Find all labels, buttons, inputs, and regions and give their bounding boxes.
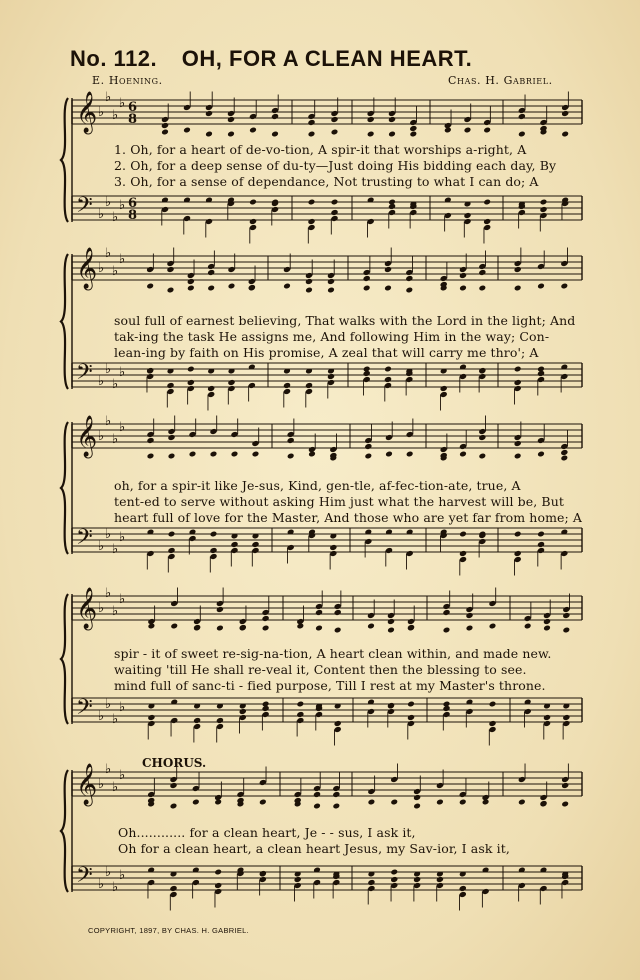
lyric-line: 3. Oh, for a sense of dependance, Not trusting to what I can do; A [114, 174, 539, 189]
note-head [313, 803, 321, 810]
author-credit: E. Hoening. [92, 74, 163, 87]
flat-icon: ♭ [98, 601, 105, 616]
note-head [413, 794, 421, 801]
bass-staff [72, 863, 582, 911]
note-head [294, 876, 302, 883]
flat-icon: ♭ [105, 362, 112, 377]
flat-icon: ♭ [119, 592, 126, 607]
flat-icon: ♭ [98, 207, 105, 222]
bass-clef-icon: 𝄢 [76, 360, 93, 390]
lyric-line: waiting 'till He shall re-veal it, Content then the blessing to see. [114, 662, 527, 677]
flat-icon: ♭ [112, 108, 119, 123]
flat-icon: ♭ [105, 195, 112, 210]
time-signature-top: 6 [128, 196, 138, 211]
hymn-number: No. 112. [70, 46, 158, 71]
flat-icon: ♭ [105, 865, 112, 880]
note-head [390, 799, 398, 806]
lyric-line: soul full of earnest believing, That walks with the Lord in the light; And [114, 313, 576, 328]
note-head [561, 782, 569, 789]
time-signature-top: 6 [128, 100, 138, 115]
bass-clef-icon: 𝄢 [76, 193, 93, 223]
chorus-label: CHORUS. [142, 756, 207, 770]
flat-icon: ♭ [119, 96, 126, 111]
note-head [390, 869, 398, 876]
lyric-line: Oh............ for a clean heart, Je - - sus, I ask it, [118, 825, 416, 840]
flat-icon: ♭ [119, 768, 126, 783]
note-head [390, 876, 398, 883]
note-head [214, 869, 222, 876]
flat-icon: ♭ [112, 542, 119, 557]
note-head [214, 799, 222, 806]
note-head [459, 799, 467, 806]
note-head [413, 803, 421, 810]
note-head [332, 791, 340, 798]
treble-clef-icon: 𝄞 [76, 764, 98, 805]
note-head [169, 885, 177, 892]
note-head [436, 799, 444, 806]
flat-icon: ♭ [98, 429, 105, 444]
lyric-line: lean-ing by faith on His promise, A zeal that will carry me thro'; A [114, 345, 539, 360]
flat-icon: ♭ [119, 868, 126, 883]
treble-clef-icon: 𝄞 [76, 416, 98, 457]
lyric-line: tak-ing the task He assigns me, And following Him in the way; Con- [114, 329, 550, 344]
flat-icon: ♭ [119, 420, 126, 435]
lyric-line: spir - it of sweet re-sig-na-tion, A heart clean within, and made new. [114, 646, 552, 661]
flat-icon: ♭ [105, 527, 112, 542]
hymn-title: OH, FOR A CLEAN HEART. [181, 46, 473, 71]
flat-icon: ♭ [105, 697, 112, 712]
note-head [413, 876, 421, 883]
time-signature-bottom: 8 [128, 208, 138, 223]
note-head [482, 799, 490, 806]
flat-icon: ♭ [112, 432, 119, 447]
flat-icon: ♭ [119, 530, 126, 545]
bass-clef-icon: 𝄢 [76, 863, 93, 893]
note-head [313, 791, 321, 798]
flat-icon: ♭ [119, 365, 126, 380]
flat-icon: ♭ [105, 586, 112, 601]
system-brace [61, 770, 68, 892]
flat-icon: ♭ [119, 198, 126, 213]
lyric-line: heart full of love for the Master, And those who are yet far from home; A [114, 510, 583, 525]
flat-icon: ♭ [112, 210, 119, 225]
time-signature-bottom: 8 [128, 112, 138, 127]
flat-icon: ♭ [119, 252, 126, 267]
lyric-line: Oh for a clean heart, a clean heart Jesus, my Sav-ior, I ask it, [118, 841, 510, 856]
flat-icon: ♭ [105, 762, 112, 777]
flat-icon: ♭ [105, 90, 112, 105]
flat-icon: ♭ [112, 880, 119, 895]
lyric-line: 2. Oh, for a deep sense of du-ty—Just doing His bidding each day, By [114, 158, 557, 173]
note-head [459, 885, 467, 892]
note-head [169, 782, 177, 789]
note-head [436, 876, 444, 883]
composer-credit: Chas. H. Gabriel. [448, 74, 553, 87]
copyright-notice: COPYRIGHT, 1897, BY CHAS. H. GABRIEL. [88, 926, 250, 935]
treble-clef-icon: 𝄞 [76, 248, 98, 289]
note-head [259, 799, 267, 806]
flat-icon: ♭ [119, 700, 126, 715]
note-head [368, 799, 376, 806]
flat-icon: ♭ [98, 105, 105, 120]
note-head [333, 803, 341, 810]
flat-icon: ♭ [112, 264, 119, 279]
flat-icon: ♭ [105, 414, 112, 429]
lyric-line: mind full of sanc-ti - fied purpose, Till I rest at my Master's throne. [114, 678, 546, 693]
flat-icon: ♭ [98, 539, 105, 554]
flat-icon: ♭ [105, 246, 112, 261]
note-head [214, 882, 222, 889]
flat-icon: ♭ [98, 709, 105, 724]
flat-icon: ♭ [112, 377, 119, 392]
bass-clef-icon: 𝄢 [76, 695, 93, 725]
flat-icon: ♭ [112, 604, 119, 619]
note-head [518, 799, 526, 806]
flat-icon: ♭ [112, 780, 119, 795]
treble-clef-icon: 𝄞 [76, 92, 98, 133]
flat-icon: ♭ [98, 261, 105, 276]
note-head [367, 879, 375, 886]
lyric-line: tent-ed to serve without asking Him just what the harvest will be, But [114, 494, 564, 509]
lyric-line: oh, for a spir-it like Je-sus, Kind, gen-tle, af-fec-tion-ate, true, A [114, 478, 521, 493]
bass-clef-icon: 𝄢 [76, 525, 93, 555]
treble-staff [72, 762, 582, 809]
flat-icon: ♭ [98, 374, 105, 389]
lyric-line: 1. Oh, for a heart of de-vo-tion, A spir-it that worships a-right, A [114, 142, 527, 157]
treble-clef-icon: 𝄞 [76, 588, 98, 629]
note-head [561, 801, 569, 808]
flat-icon: ♭ [98, 877, 105, 892]
flat-icon: ♭ [112, 712, 119, 727]
flat-icon: ♭ [98, 777, 105, 792]
note-head [170, 803, 178, 810]
note-head [192, 799, 200, 806]
